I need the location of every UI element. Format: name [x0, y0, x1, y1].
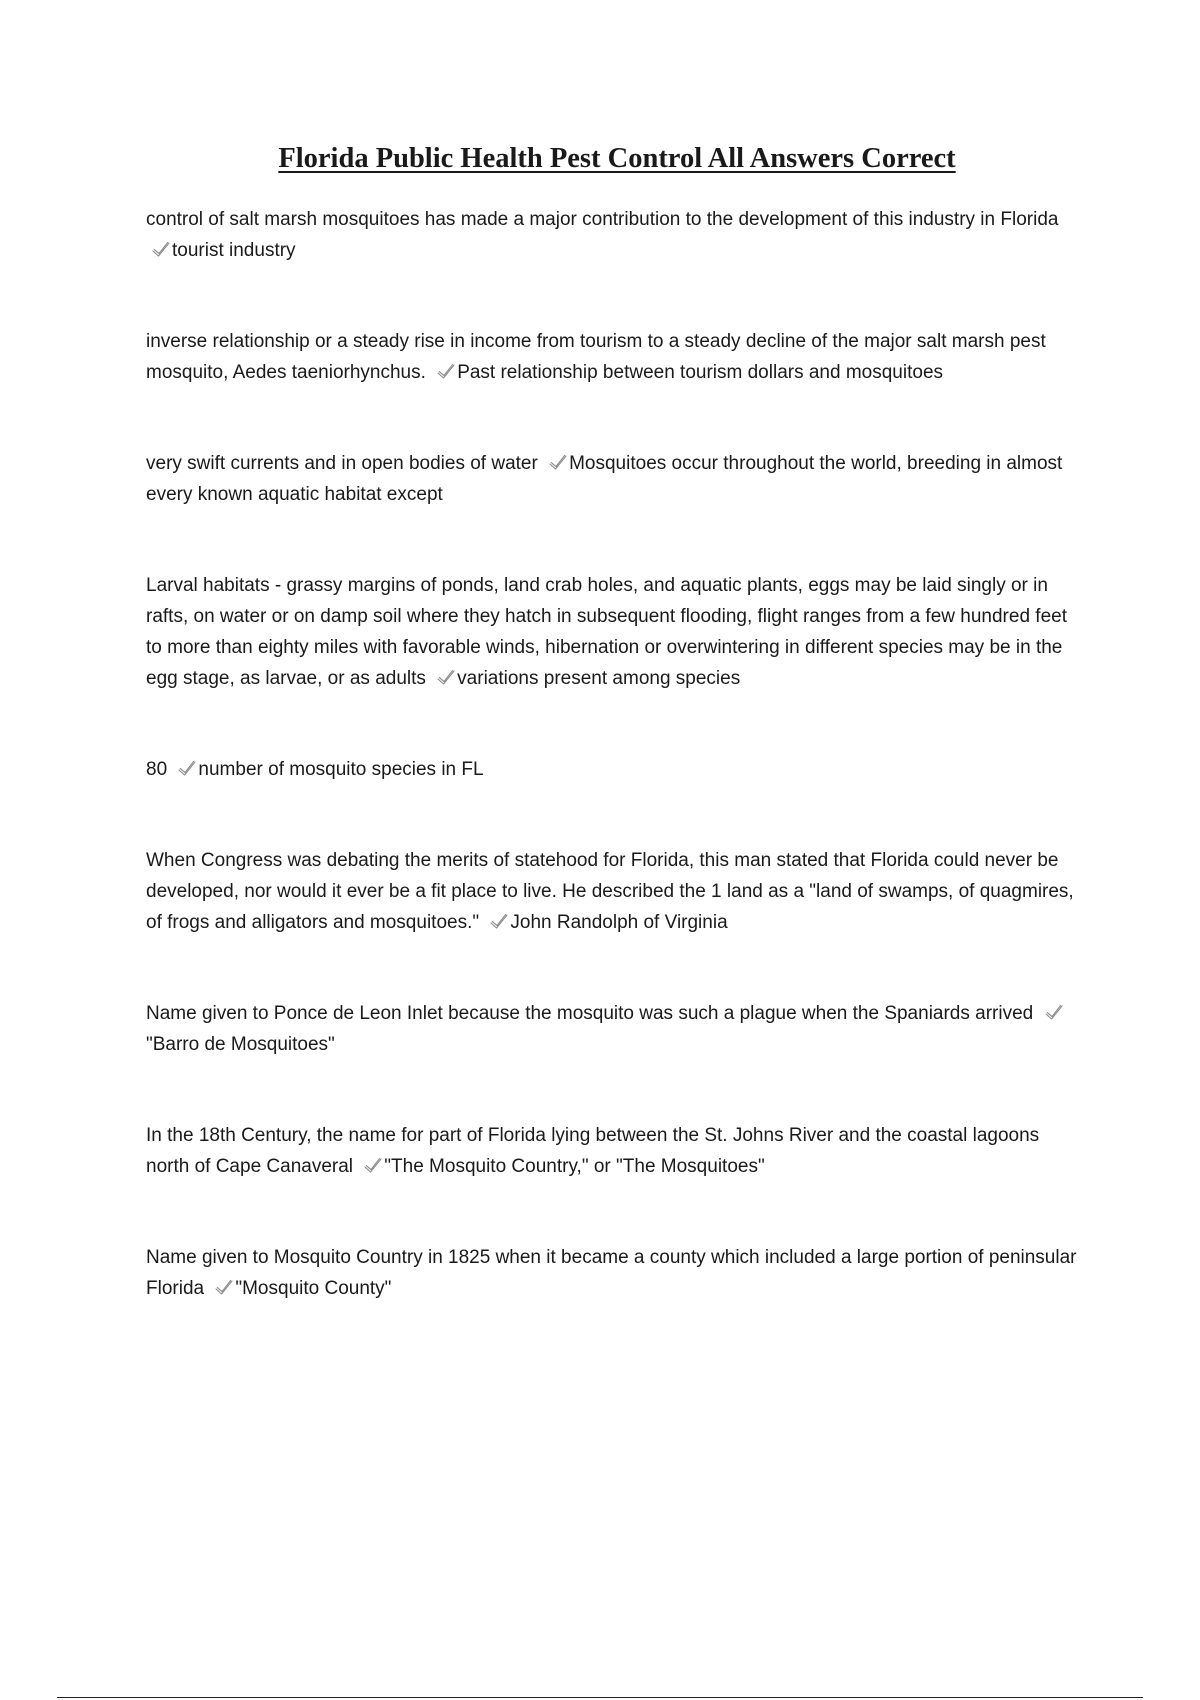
- qa-answer: tourist industry: [172, 240, 296, 261]
- qa-question: In the 18th Century, the name for part of Florida lying between the St. Johns River and the coastal lagoons north of Cape Canaveral: [146, 1125, 1040, 1177]
- qa-item: [146, 1120, 1086, 1182]
- qa-item: [146, 845, 1086, 938]
- qa-answer: "The Mosquito Country," or "The Mosquitoes": [384, 1156, 765, 1177]
- qa-item: [146, 204, 1086, 266]
- qa-question: Name given to Mosquito Country in 1825 when it became a county which included a large portion of peninsular Florida: [146, 1247, 1077, 1299]
- check-mark-icon: [489, 913, 509, 930]
- qa-item: [146, 754, 1086, 785]
- check-mark-icon: [548, 454, 568, 471]
- qa-list: [146, 204, 1086, 1364]
- check-mark-icon: [363, 1157, 383, 1174]
- check-mark-icon: [436, 363, 456, 380]
- qa-answer: "Barro de Mosquitoes": [146, 1034, 335, 1055]
- qa-item: [146, 998, 1086, 1060]
- qa-answer: Past relationship between tourism dollars and mosquitoes: [457, 362, 944, 383]
- check-mark-icon: [436, 669, 456, 686]
- qa-item: [146, 570, 1086, 694]
- qa-question: When Congress was debating the merits of statehood for Florida, this man stated that Florida could never be developed, nor would it ever be a fit place to live. He described the 1 land as a "land of swamps, of quagmires, of frogs and alligators and mosquitoes.": [146, 850, 1074, 933]
- qa-question: control of salt marsh mosquitoes has made a major contribution to the development of this industry in Florida: [146, 209, 1059, 230]
- qa-item: [146, 1242, 1086, 1304]
- qa-question: inverse relationship or a steady rise in income from tourism to a steady decline of the major salt marsh pest mosquito, Aedes taeniorhynchus.: [146, 331, 1046, 383]
- document-title: [0, 141, 1200, 177]
- qa-item: [146, 326, 1086, 388]
- check-mark-icon: [177, 760, 197, 777]
- qa-question: Larval habitats - grassy margins of ponds, land crab holes, and aquatic plants, eggs may be laid singly or in rafts, on water or on damp soil where they hatch in subsequent flooding, flight ranges from a few hundred feet to more than eighty miles with favorable winds, hibernation or overwintering in different species may be in the egg stage, as larvae, or as adults: [146, 575, 1067, 689]
- qa-question: 80: [146, 759, 168, 780]
- qa-answer: Mosquitoes occur throughout the world, breeding in almost every known aquatic habitat except: [146, 453, 1063, 505]
- qa-answer: "Mosquito County": [235, 1278, 392, 1299]
- qa-answer: number of mosquito species in FL: [198, 759, 484, 780]
- check-mark-icon: [214, 1279, 234, 1296]
- qa-item: [146, 448, 1086, 510]
- qa-answer: John Randolph of Virginia: [510, 912, 728, 933]
- check-mark-icon: [1044, 1004, 1064, 1021]
- qa-answer: variations present among species: [457, 668, 741, 689]
- check-mark-icon: [151, 241, 171, 258]
- qa-question: very swift currents and in open bodies of water: [146, 453, 538, 474]
- qa-question: Name given to Ponce de Leon Inlet because the mosquito was such a plague when the Spaniards arrived: [146, 1003, 1034, 1024]
- document-title-text: Florida Public Health Pest Control All Answers Correct: [278, 143, 956, 174]
- footer-divider: [57, 1697, 1143, 1698]
